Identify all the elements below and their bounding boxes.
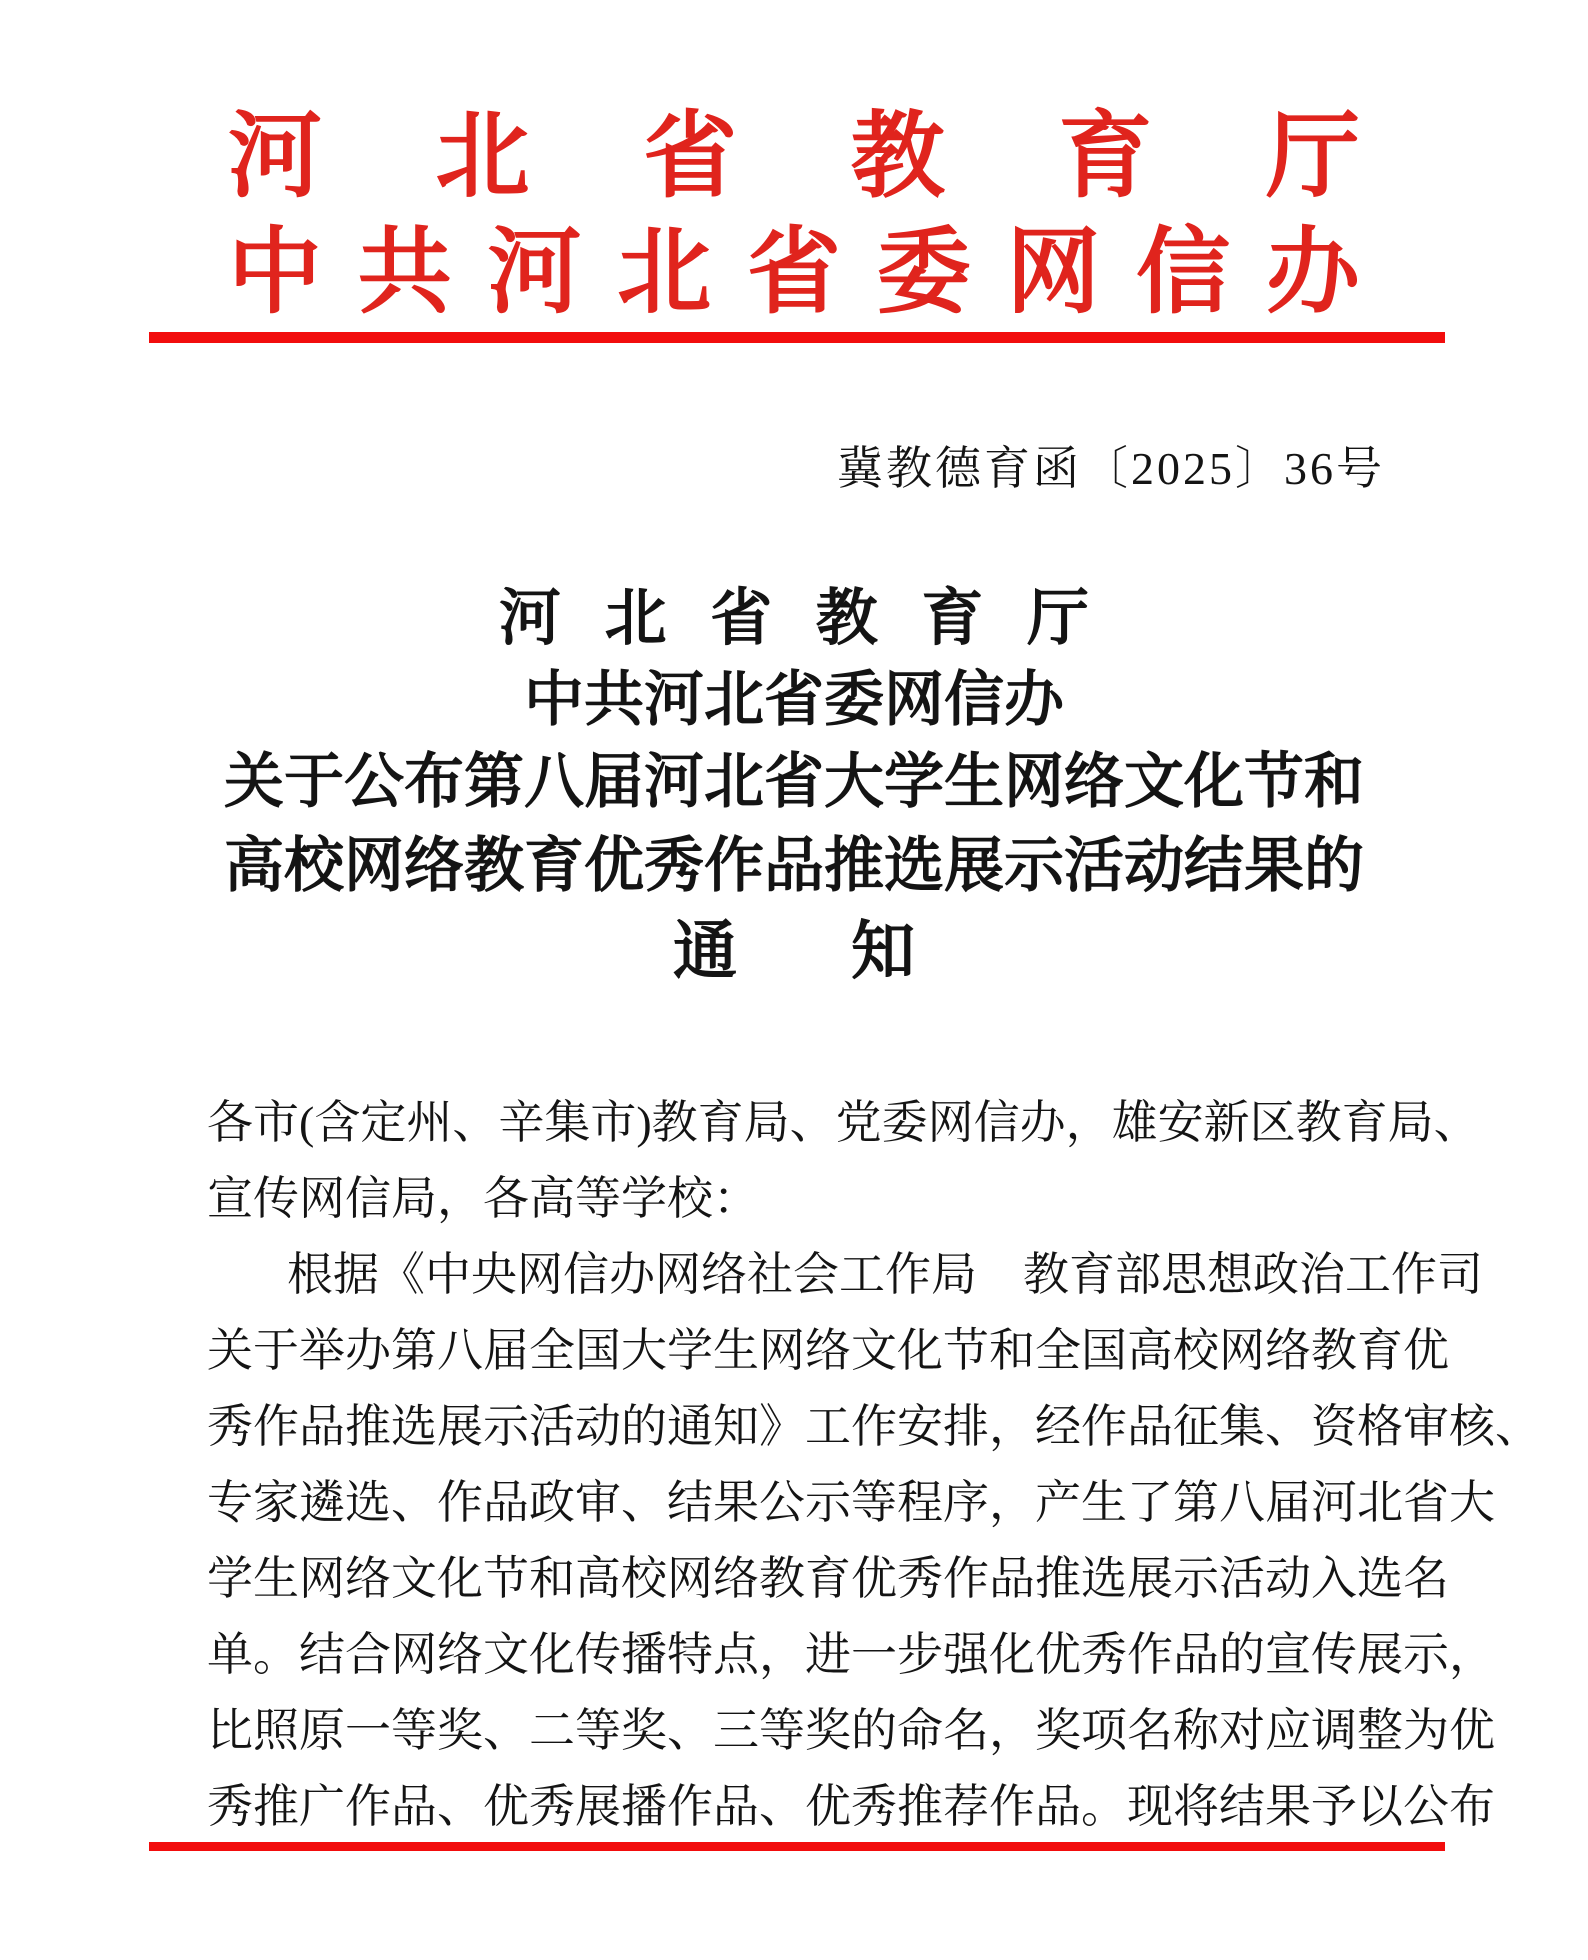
red-divider-bottom	[149, 1842, 1445, 1851]
letterhead-agency-education-dept: 河 北 省 教 育 厅	[228, 105, 1360, 209]
body-line: 秀推广作品、优秀展播作品、优秀推荐作品。现将结果予以公布	[207, 1781, 1495, 1832]
title-line-education-dept: 河 北 省 教 育 厅	[499, 585, 1089, 653]
title-line-cyberspace-office: 中共河北省委网信办	[524, 667, 1064, 733]
body-line: 专家遴选、作品政审、结果公示等程序，产生了第八届河北省大	[207, 1477, 1495, 1528]
title-line-subject-1: 关于公布第八届河北省大学生网络文化节和	[224, 749, 1364, 815]
title-line-subject-2: 高校网络教育优秀作品推选展示活动结果的	[224, 833, 1364, 899]
body-line: 根据《中央网信办网络社会工作局 教育部思想政治工作司	[287, 1249, 1483, 1300]
red-divider-top	[149, 332, 1445, 343]
title-line-notice-word: 通 知	[673, 916, 915, 987]
body-line: 宣传网信局，各高等学校：	[207, 1173, 759, 1224]
body-line: 关于举办第八届全国大学生网络文化节和全国高校网络教育优	[207, 1325, 1449, 1376]
body-line: 学生网络文化节和高校网络教育优秀作品推选展示活动入选名	[207, 1553, 1449, 1604]
document-number: 冀教德育函〔2025〕36号	[837, 443, 1385, 494]
body-line: 单。结合网络文化传播特点，进一步强化优秀作品的宣传展示，	[207, 1629, 1495, 1680]
body-line: 比照原一等奖、二等奖、三等奖的命名，奖项名称对应调整为优	[207, 1705, 1495, 1756]
body-line: 秀作品推选展示活动的通知》工作安排，经作品征集、资格审核、	[207, 1401, 1541, 1452]
body-line: 各市(含定州、辛集市)教育局、党委网信办，雄安新区教育局、	[207, 1097, 1480, 1148]
letterhead-agency-cyberspace-office: 中 共 河 北 省 委 网 信 办	[228, 221, 1360, 325]
